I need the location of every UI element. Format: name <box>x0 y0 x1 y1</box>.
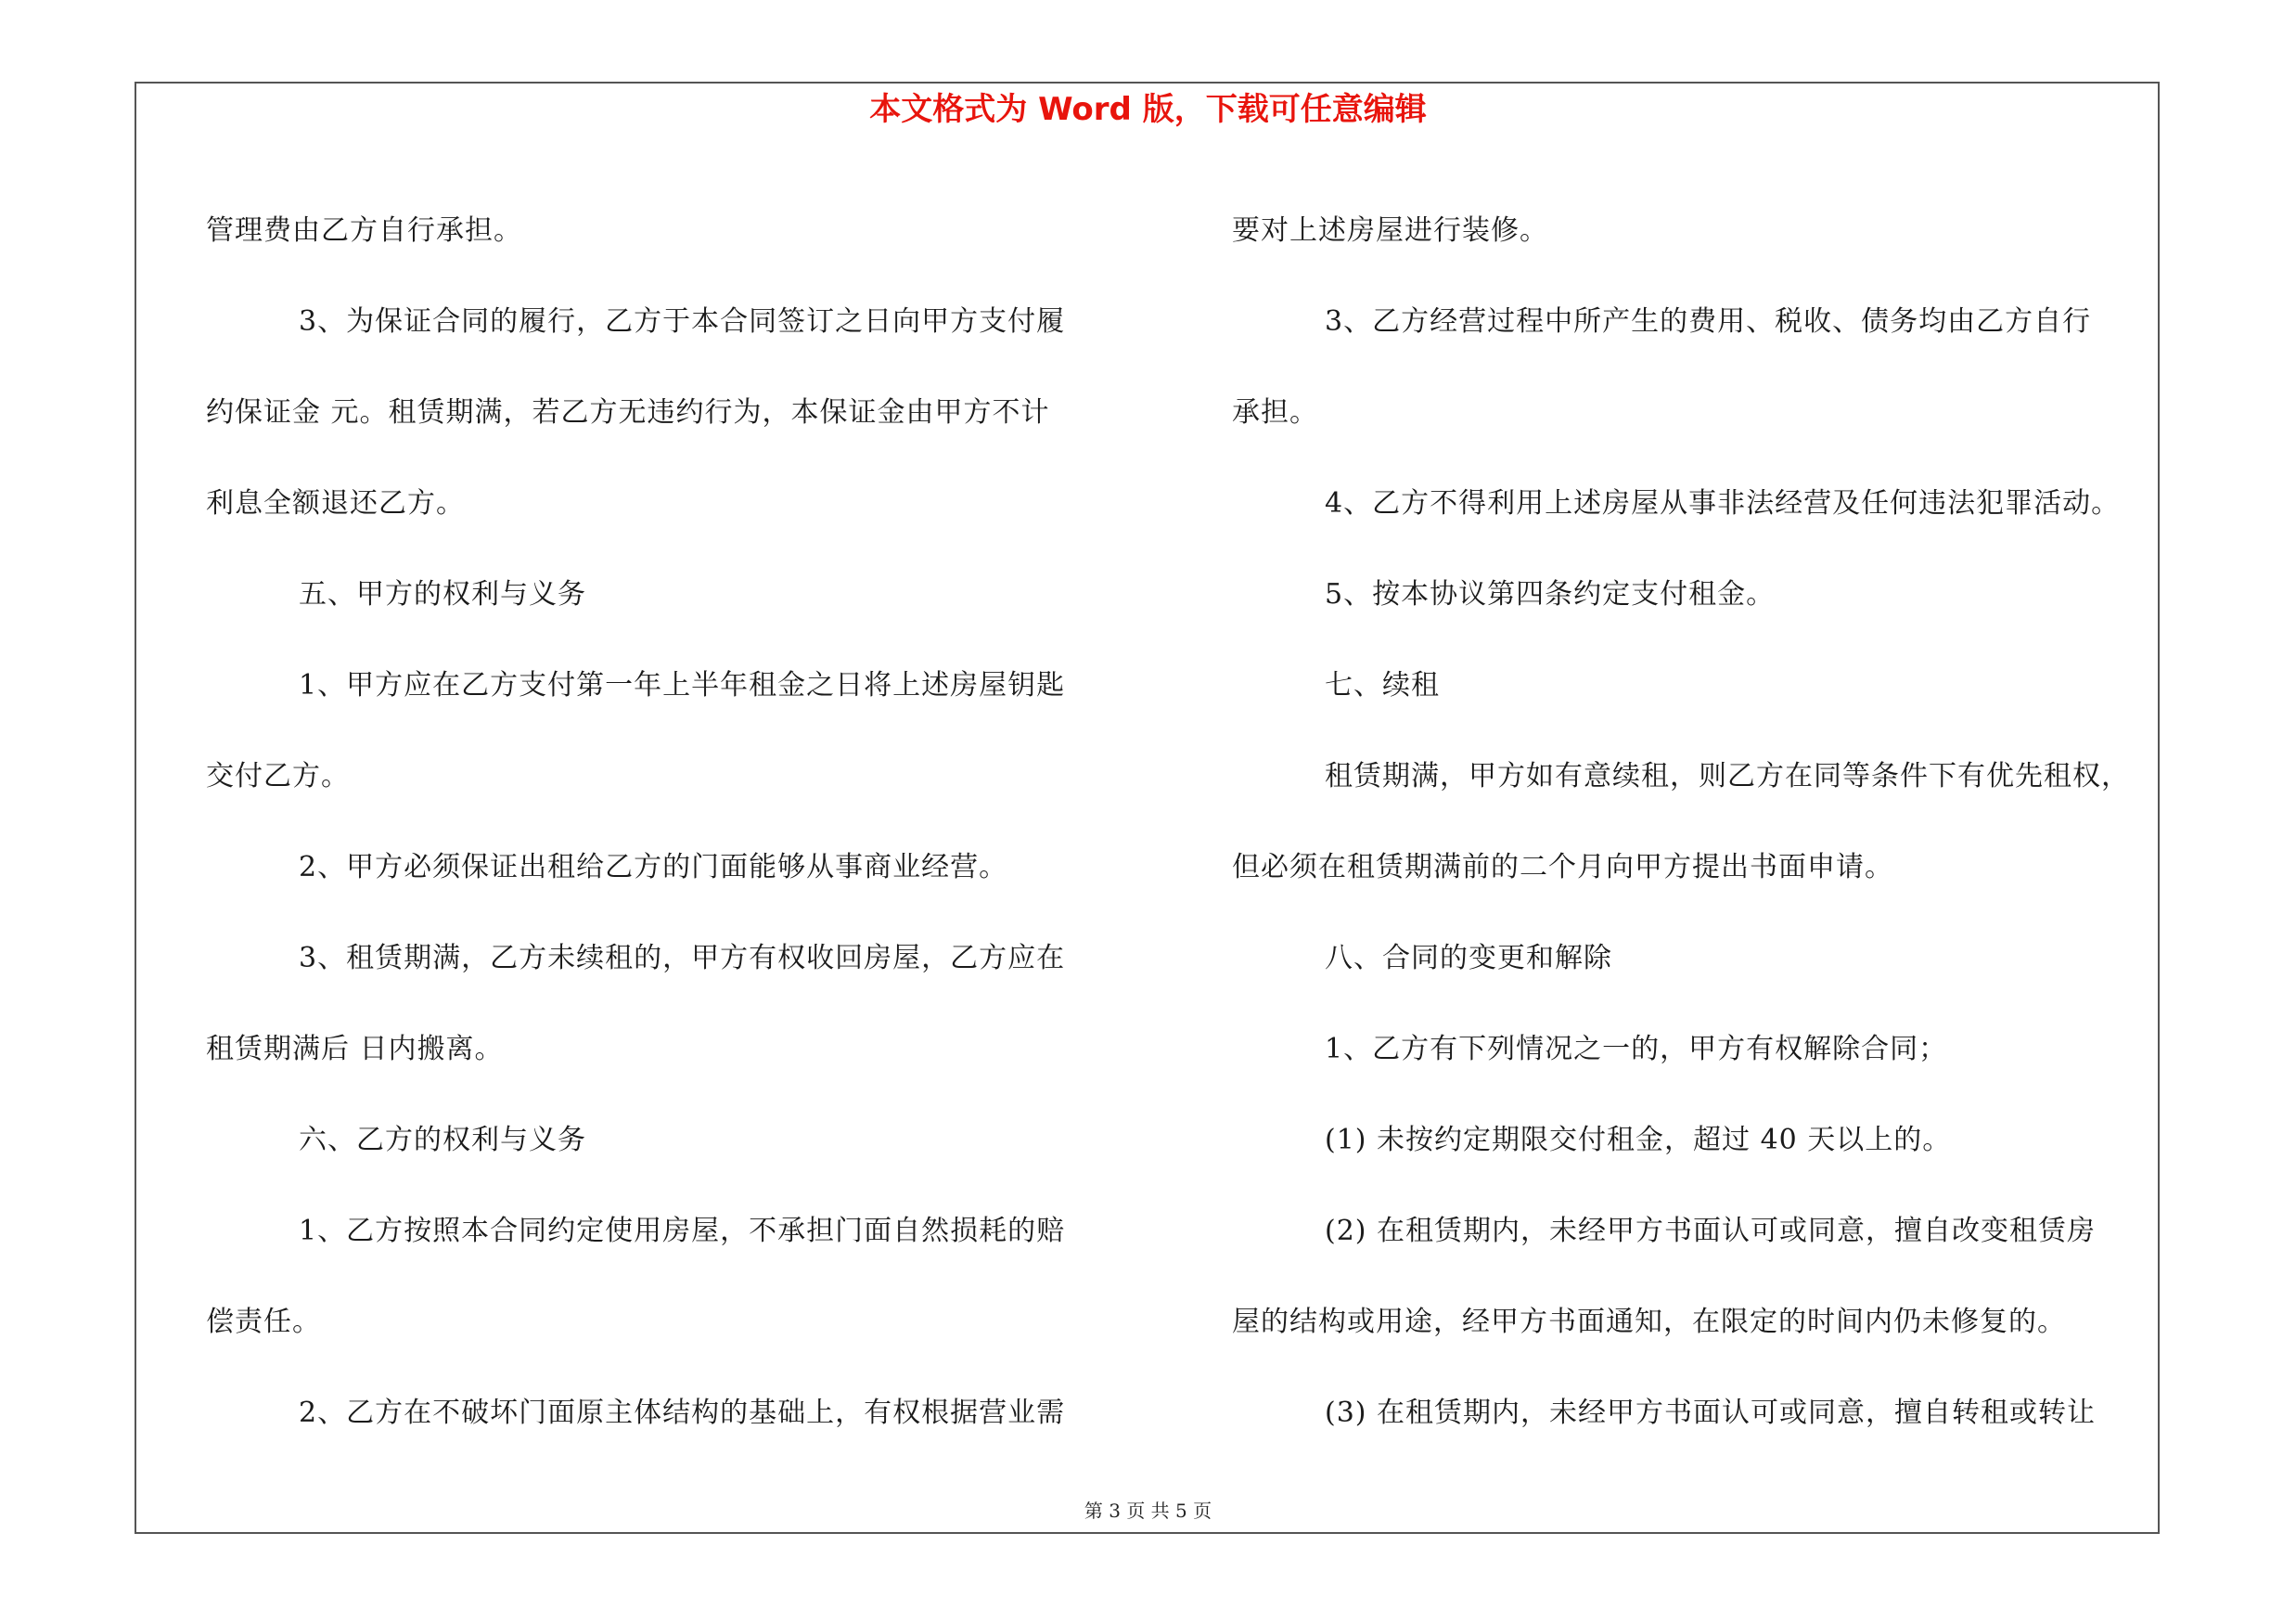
page-number: 第 3 页 共 5 页 <box>1084 1500 1212 1522</box>
paragraph-line: 利息全额退还乙方。 <box>206 487 465 520</box>
paragraph-line: 屋的结构或用途，经甲方书面通知，在限定的时间内仍未修复的。 <box>1232 1306 2066 1338</box>
paragraph-line: 五、甲方的权利与义务 <box>299 578 586 611</box>
paragraph-line: 3、为保证合同的履行，乙方于本合同签订之日向甲方支付履 <box>299 305 1066 338</box>
paragraph-line: 5、按本协议第四条约定支付租金。 <box>1325 578 1776 611</box>
paragraph-line: (3) 在租赁期内，未经甲方书面认可或同意，擅自转租或转让 <box>1325 1397 2097 1429</box>
paragraph-line: 约保证金 元。租赁期满，若乙方无违约行为，本保证金由甲方不计 <box>206 396 1050 429</box>
paragraph-line: 交付乙方。 <box>206 760 350 792</box>
paragraph-line: 承担。 <box>1232 396 1318 429</box>
paragraph-line: 租赁期满后 日内搬离。 <box>206 1033 504 1065</box>
left-column <box>206 186 1134 1459</box>
paragraph-line: 偿责任。 <box>206 1306 321 1338</box>
paragraph-line: 七、续租 <box>1325 669 1440 702</box>
paragraph-line: 1、乙方按照本合同约定使用房屋，不承担门面自然损耗的赔 <box>299 1215 1066 1247</box>
paragraph-line: (1) 未按约定期限交付租金，超过 40 天以上的。 <box>1325 1124 1952 1156</box>
paragraph-line: (2) 在租赁期内，未经甲方书面认可或同意，擅自改变租赁房 <box>1325 1215 2097 1247</box>
paragraph-line: 要对上述房屋进行装修。 <box>1232 214 1548 247</box>
paragraph-line: 2、乙方在不破坏门面原主体结构的基础上，有权根据营业需 <box>299 1397 1066 1429</box>
paragraph-line: 3、租赁期满，乙方未续租的，甲方有权收回房屋，乙方应在 <box>299 942 1066 974</box>
paragraph-line: 八、合同的变更和解除 <box>1325 942 1612 974</box>
right-column <box>1232 186 2178 1459</box>
format-notice-banner: 本文格式为 Word 版，下载可任意编辑 <box>869 91 1427 128</box>
paragraph-line: 六、乙方的权利与义务 <box>299 1124 586 1156</box>
paragraph-line: 4、乙方不得利用上述房屋从事非法经营及任何违法犯罪活动。 <box>1325 487 2121 520</box>
paragraph-line: 3、乙方经营过程中所产生的费用、税收、债务均由乙方自行 <box>1325 305 2092 338</box>
paragraph-line: 管理费由乙方自行承担。 <box>206 214 522 247</box>
paragraph-line: 2、甲方必须保证出租给乙方的门面能够从事商业经营。 <box>299 851 1008 883</box>
paragraph-line: 1、甲方应在乙方支付第一年上半年租金之日将上述房屋钥匙 <box>299 669 1066 702</box>
paragraph-line: 但必须在租赁期满前的二个月向甲方提出书面申请。 <box>1232 851 1893 883</box>
paragraph-line: 租赁期满，甲方如有意续租，则乙方在同等条件下有优先租权， <box>1325 760 2130 792</box>
paragraph-line: 1、乙方有下列情况之一的，甲方有权解除合同； <box>1325 1033 1948 1065</box>
